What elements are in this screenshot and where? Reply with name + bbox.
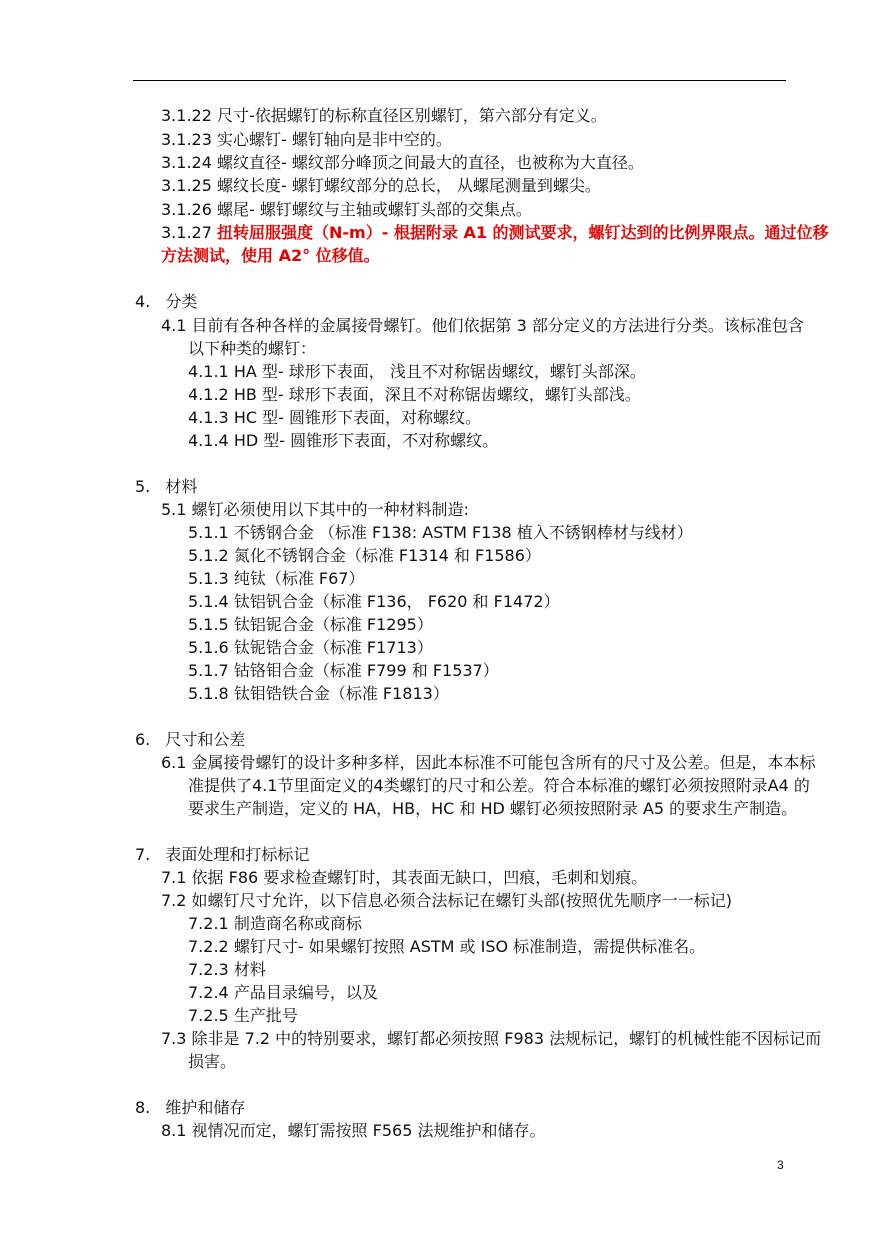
clause-text: 金属接骨螺钉的设计多种多样，因此本标准不可能包含所有的尺寸及公差。但是，本本标 xyxy=(191,753,816,772)
item-4-1-4 xyxy=(188,431,498,451)
clause-text: 纯钛（标准 F67） xyxy=(233,569,365,588)
clause-number: 5.1.5 xyxy=(188,615,229,634)
para-7-1 xyxy=(161,868,647,888)
clause-text: HD 型- 圆锥形下表面，不对称螺纹。 xyxy=(233,431,499,450)
clause-text: 螺纹长度- 螺钉螺纹部分的总长， 从螺尾测量到螺尖。 xyxy=(216,176,601,195)
clause-text: 实心螺钉- 螺钉轴向是非中空的。 xyxy=(216,130,452,149)
header-rule xyxy=(133,80,786,81)
para-6-1-cont2: 要求生产制造，定义的 HA，HB，HC 和 HD 螺钉必须按照附录 A5 的要求生产制造。 xyxy=(188,799,798,818)
clause-text: 尺寸-依据螺钉的标称直径区别螺钉，第六部分有定义。 xyxy=(216,106,607,125)
para-6-1-cont1: 准提供了4.1节里面定义的4类螺钉的尺寸和公差。符合本标准的螺钉必须按照附录A4 的 xyxy=(188,776,810,795)
highlighted-clause-text-cont: 方法测试，使用 A2° 位移值。 xyxy=(161,246,380,265)
clause-number: 4.1.3 xyxy=(188,408,229,427)
para-6-1 xyxy=(161,753,816,773)
clause-number: 5.1.7 xyxy=(188,661,229,680)
page-number: 3 xyxy=(777,1158,784,1172)
clause-text: 螺钉必须使用以下其中的一种材料制造: xyxy=(191,500,469,519)
clause-number: 7.2.5 xyxy=(188,1006,229,1025)
clause-text: 钛铝钒合金（标准 F136， F620 和 F1472） xyxy=(233,592,560,611)
section-number: 6. xyxy=(135,730,151,749)
clause-number: 7.2 xyxy=(161,891,187,910)
def-3-1-22 xyxy=(161,106,607,126)
clause-number: 6.1 xyxy=(161,753,187,772)
item-4-1-3 xyxy=(188,408,481,428)
section-title: 表面处理和打标标记 xyxy=(165,845,310,864)
clause-text: 生产批号 xyxy=(233,1006,298,1025)
para-4-1 xyxy=(161,316,804,336)
item-7-2-3 xyxy=(188,960,266,980)
para-7-3 xyxy=(161,1029,821,1049)
def-3-1-25 xyxy=(161,176,601,196)
section-number: 8. xyxy=(135,1098,151,1117)
item-7-2-4 xyxy=(188,983,378,1003)
clause-text: 不锈钢合金 （标准 F138: ASTM F138 植入不锈钢棒材与线材） xyxy=(233,523,693,542)
section-7-heading xyxy=(135,845,309,865)
clause-number: 5.1 xyxy=(161,500,187,519)
item-5-1-8 xyxy=(188,684,449,704)
clause-text: 螺钉尺寸- 如果螺钉按照 ASTM 或 ISO 标准制造，需提供标准名。 xyxy=(233,937,706,956)
clause-text: HA 型- 球形下表面， 浅且不对称锯齿螺纹，螺钉头部深。 xyxy=(233,362,646,381)
para-4-1-cont: 以下种类的螺钉： xyxy=(188,339,317,358)
clause-text: 依据 F86 要求检查螺钉时，其表面无缺口，凹痕，毛刺和划痕。 xyxy=(191,868,648,887)
para-5-1 xyxy=(161,500,469,520)
highlighted-clause-text: 扭转屈服强度（N-m）- 根据附录 A1 的测试要求，螺钉达到的比例界限点。通过位移 xyxy=(216,223,829,242)
clause-text: 制造商名称或商标 xyxy=(233,914,362,933)
section-number: 5. xyxy=(135,477,151,496)
clause-text: 螺尾- 螺钉螺纹与主轴或螺钉头部的交集点。 xyxy=(216,200,532,219)
def-3-1-26 xyxy=(161,200,532,220)
clause-number: 7.2.1 xyxy=(188,914,229,933)
item-5-1-1 xyxy=(188,523,693,543)
clause-text: 钛铝铌合金（标准 F1295） xyxy=(233,615,433,634)
clause-text: 钴铬钼合金（标准 F799 和 F1537） xyxy=(233,661,499,680)
clause-number: 3.1.24 xyxy=(161,153,212,172)
clause-number: 7.1 xyxy=(161,868,187,887)
clause-number: 7.2.3 xyxy=(188,960,229,979)
clause-number: 7.3 xyxy=(161,1029,187,1048)
item-7-2-5 xyxy=(188,1006,298,1026)
def-3-1-24 xyxy=(161,153,644,173)
clause-number: 3.1.25 xyxy=(161,176,212,195)
section-6-heading xyxy=(135,730,245,750)
section-number: 4. xyxy=(135,292,151,311)
item-7-2-2 xyxy=(188,937,705,957)
clause-text: 螺纹直径- 螺纹部分峰顶之间最大的直径，也被称为大直径。 xyxy=(216,153,644,172)
clause-text: 除非是 7.2 中的特别要求，螺钉都必须按照 F983 法规标记，螺钉的机械性能不因标记而 xyxy=(191,1029,822,1048)
clause-number: 4.1.1 xyxy=(188,362,229,381)
item-5-1-3 xyxy=(188,569,364,589)
section-title: 维护和储存 xyxy=(165,1098,246,1117)
item-5-1-2 xyxy=(188,546,541,566)
item-7-2-1 xyxy=(188,914,362,934)
item-4-1-1 xyxy=(188,362,646,382)
clause-number: 4.1.4 xyxy=(188,431,229,450)
clause-text: 目前有各种各样的金属接骨螺钉。他们依据第 3 部分定义的方法进行分类。该标准包含 xyxy=(191,316,804,335)
clause-number: 4.1.2 xyxy=(188,385,229,404)
clause-number: 3.1.26 xyxy=(161,200,212,219)
clause-number: 5.1.6 xyxy=(188,638,229,657)
item-5-1-4 xyxy=(188,592,560,612)
clause-text: 如螺钉尺寸允许，以下信息必须合法标记在螺钉头部(按照优先顺序一一标记) xyxy=(191,891,733,910)
clause-text: 产品目录编号，以及 xyxy=(233,983,378,1002)
clause-text: 钛钼锆铁合金（标准 F1813） xyxy=(233,684,449,703)
section-title: 分类 xyxy=(165,292,198,311)
clause-number: 5.1.3 xyxy=(188,569,229,588)
def-3-1-27 xyxy=(161,223,829,243)
item-5-1-7 xyxy=(188,661,499,681)
clause-text: HB 型- 球形下表面，深且不对称锯齿螺纹，螺钉头部浅。 xyxy=(233,385,641,404)
clause-number: 5.1.1 xyxy=(188,523,229,542)
clause-number: 7.2.2 xyxy=(188,937,229,956)
para-8-1 xyxy=(161,1121,545,1141)
section-8-heading xyxy=(135,1098,245,1118)
clause-number: 3.1.27 xyxy=(161,223,212,242)
clause-text: 视情况而定，螺钉需按照 F565 法规维护和储存。 xyxy=(191,1121,546,1140)
clause-number: 5.1.2 xyxy=(188,546,229,565)
section-title: 材料 xyxy=(165,477,198,496)
clause-number: 3.1.22 xyxy=(161,106,212,125)
section-title: 尺寸和公差 xyxy=(165,730,246,749)
section-5-heading xyxy=(135,477,197,497)
clause-number: 3.1.23 xyxy=(161,130,212,149)
para-7-2 xyxy=(161,891,732,911)
item-5-1-5 xyxy=(188,615,433,635)
clause-number: 5.1.4 xyxy=(188,592,229,611)
item-4-1-2 xyxy=(188,385,641,405)
section-number: 7. xyxy=(135,845,151,864)
clause-text: 材料 xyxy=(233,960,266,979)
clause-number: 7.2.4 xyxy=(188,983,229,1002)
clause-number: 8.1 xyxy=(161,1121,187,1140)
section-4-heading xyxy=(135,292,197,312)
def-3-1-23 xyxy=(161,130,452,150)
clause-number: 5.1.8 xyxy=(188,684,229,703)
clause-text: 钛铌锆合金（标准 F1713） xyxy=(233,638,433,657)
clause-text: 氮化不锈钢合金（标准 F1314 和 F1586） xyxy=(233,546,541,565)
para-7-3-cont: 损害。 xyxy=(188,1052,237,1071)
item-5-1-6 xyxy=(188,638,433,658)
clause-number: 4.1 xyxy=(161,316,187,335)
clause-text: HC 型- 圆锥形下表面，对称螺纹。 xyxy=(233,408,481,427)
